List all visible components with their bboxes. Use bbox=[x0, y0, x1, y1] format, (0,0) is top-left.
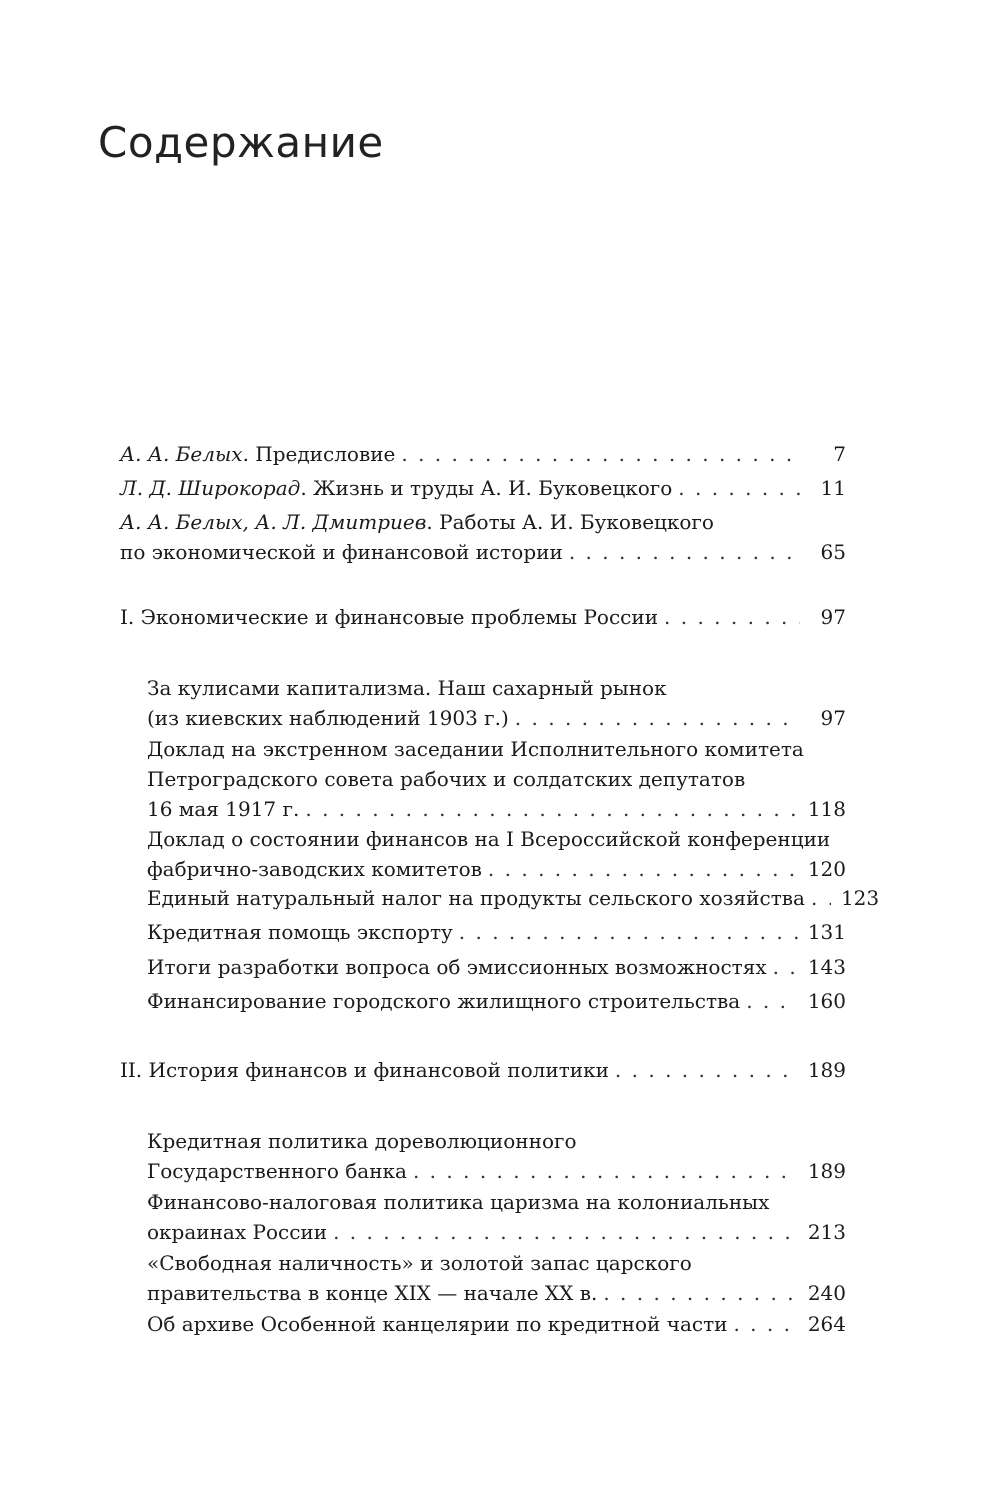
page-number: 160 bbox=[807, 989, 846, 1013]
entry-title: II. История финансов и финансовой политики bbox=[120, 1058, 609, 1082]
page-number: 11 bbox=[820, 476, 846, 500]
toc-entry[interactable] bbox=[147, 883, 880, 913]
dot-leader bbox=[515, 703, 800, 733]
dot-leader bbox=[664, 602, 800, 632]
dot-leader bbox=[678, 473, 800, 503]
entry-line bbox=[147, 1126, 846, 1156]
page-title: Содержание bbox=[98, 118, 384, 167]
toc-entry[interactable] bbox=[147, 986, 846, 1016]
entry-title: по экономической и финансовой истории bbox=[120, 540, 563, 564]
entry-title: За кулисами капитализма. Наш сахарный рынок bbox=[147, 676, 667, 700]
entry-line bbox=[120, 507, 846, 537]
toc-entry[interactable] bbox=[147, 1309, 846, 1339]
entry-line bbox=[120, 473, 846, 503]
entry-title: фабрично-заводских комитетов bbox=[147, 857, 482, 881]
entry-line bbox=[147, 794, 846, 824]
entry-title: I. Экономические и финансовые проблемы России bbox=[120, 605, 659, 629]
entry-title: Доклад о состоянии финансов на I Всероссийской конференции bbox=[147, 827, 831, 851]
page-number: 240 bbox=[807, 1281, 846, 1305]
entry-title: Итоги разработки вопроса об эмиссионных возможностях bbox=[147, 955, 767, 979]
entry-line bbox=[147, 824, 846, 854]
toc-entry[interactable] bbox=[147, 673, 846, 733]
dot-leader bbox=[773, 952, 798, 982]
section-heading[interactable] bbox=[120, 602, 846, 632]
page-number: 97 bbox=[820, 605, 846, 629]
page-number: 189 bbox=[807, 1159, 846, 1183]
entry-line bbox=[147, 854, 846, 884]
entry-title: А. А. Белых. Предисловие bbox=[120, 442, 396, 466]
entry-title: Единый натуральный налог на продукты сельского хозяйства bbox=[147, 886, 805, 910]
entry-title: Финансово-налоговая политика царизма на колониальных bbox=[147, 1190, 770, 1214]
entry-title: Об архиве Особенной канцелярии по кредитной части bbox=[147, 1312, 728, 1336]
dot-leader bbox=[333, 1217, 798, 1247]
entry-line bbox=[147, 764, 846, 794]
dot-leader bbox=[413, 1156, 798, 1186]
toc-entry[interactable] bbox=[147, 1187, 846, 1247]
entry-title: Кредитная помощь экспорту bbox=[147, 920, 453, 944]
page-number: 143 bbox=[807, 955, 846, 979]
entry-line bbox=[147, 734, 846, 764]
entry-title: Финансирование городского жилищного строительства bbox=[147, 989, 741, 1013]
entry-title: А. А. Белых, А. Л. Дмитриев. Работы А. И. Буковецкого bbox=[120, 510, 714, 534]
toc-entry[interactable] bbox=[147, 824, 846, 884]
entry-title: правительства в конце XIX — начале XX в. bbox=[147, 1281, 598, 1305]
page-number: 97 bbox=[820, 706, 846, 730]
entry-line bbox=[120, 439, 846, 469]
page-number: 264 bbox=[807, 1312, 846, 1336]
dot-leader bbox=[733, 1309, 797, 1339]
entry-line bbox=[147, 673, 846, 703]
entry-author: Л. Д. Широкорад bbox=[120, 476, 301, 500]
entry-line bbox=[147, 883, 880, 913]
dot-leader bbox=[569, 537, 800, 567]
entry-line bbox=[147, 1309, 846, 1339]
dot-leader bbox=[488, 854, 798, 884]
toc-entry[interactable] bbox=[120, 439, 846, 469]
entry-title: (из киевских наблюдений 1903 г.) bbox=[147, 706, 509, 730]
page-number: 120 bbox=[807, 857, 846, 881]
dot-leader bbox=[401, 439, 800, 469]
entry-line bbox=[147, 703, 846, 733]
dot-leader bbox=[305, 794, 797, 824]
dot-leader bbox=[811, 883, 831, 913]
section-heading[interactable] bbox=[120, 1055, 846, 1085]
dot-leader bbox=[615, 1055, 798, 1085]
toc-entry[interactable] bbox=[147, 1126, 846, 1186]
page-number: 65 bbox=[820, 540, 846, 564]
toc-entry[interactable] bbox=[147, 734, 846, 824]
entry-line bbox=[147, 917, 846, 947]
entry-line bbox=[147, 1248, 846, 1278]
page-number: 123 bbox=[840, 886, 880, 910]
toc-entry[interactable] bbox=[147, 917, 846, 947]
entry-line bbox=[120, 1055, 846, 1085]
entry-title: Доклад на экстренном заседании Исполнительного комитета bbox=[147, 737, 804, 761]
dot-leader bbox=[459, 917, 798, 947]
entry-line bbox=[147, 1217, 846, 1247]
entry-line bbox=[120, 537, 846, 567]
page-number: 131 bbox=[807, 920, 846, 944]
entry-line bbox=[147, 986, 846, 1016]
entry-title: Кредитная политика дореволюционного bbox=[147, 1129, 577, 1153]
toc-entry[interactable] bbox=[147, 1248, 846, 1308]
entry-title: окраинах России bbox=[147, 1220, 328, 1244]
entry-title: «Свободная наличность» и золотой запас царского bbox=[147, 1251, 692, 1275]
page-number: 7 bbox=[833, 442, 846, 466]
entry-title: 16 мая 1917 г. bbox=[147, 797, 300, 821]
entry-title: Л. Д. Широкорад. Жизнь и труды А. И. Буковецкого bbox=[120, 476, 673, 500]
page-number: 213 bbox=[807, 1220, 846, 1244]
entry-line bbox=[120, 602, 846, 632]
toc-entry[interactable] bbox=[147, 952, 846, 982]
toc-entry[interactable] bbox=[120, 507, 846, 567]
toc-entry[interactable] bbox=[120, 473, 846, 503]
entry-line bbox=[147, 952, 846, 982]
page-number: 189 bbox=[807, 1058, 846, 1082]
entry-author: А. А. Белых bbox=[120, 442, 243, 466]
dot-leader bbox=[603, 1278, 797, 1308]
dot-leader bbox=[746, 986, 798, 1016]
entry-line bbox=[147, 1187, 846, 1217]
page-number: 118 bbox=[807, 797, 846, 821]
entry-title: Государственного банка bbox=[147, 1159, 407, 1183]
entry-title: Петроградского совета рабочих и солдатских депутатов bbox=[147, 767, 746, 791]
entry-line bbox=[147, 1278, 846, 1308]
entry-line bbox=[147, 1156, 846, 1186]
entry-author: А. А. Белых, А. Л. Дмитриев bbox=[120, 510, 427, 534]
